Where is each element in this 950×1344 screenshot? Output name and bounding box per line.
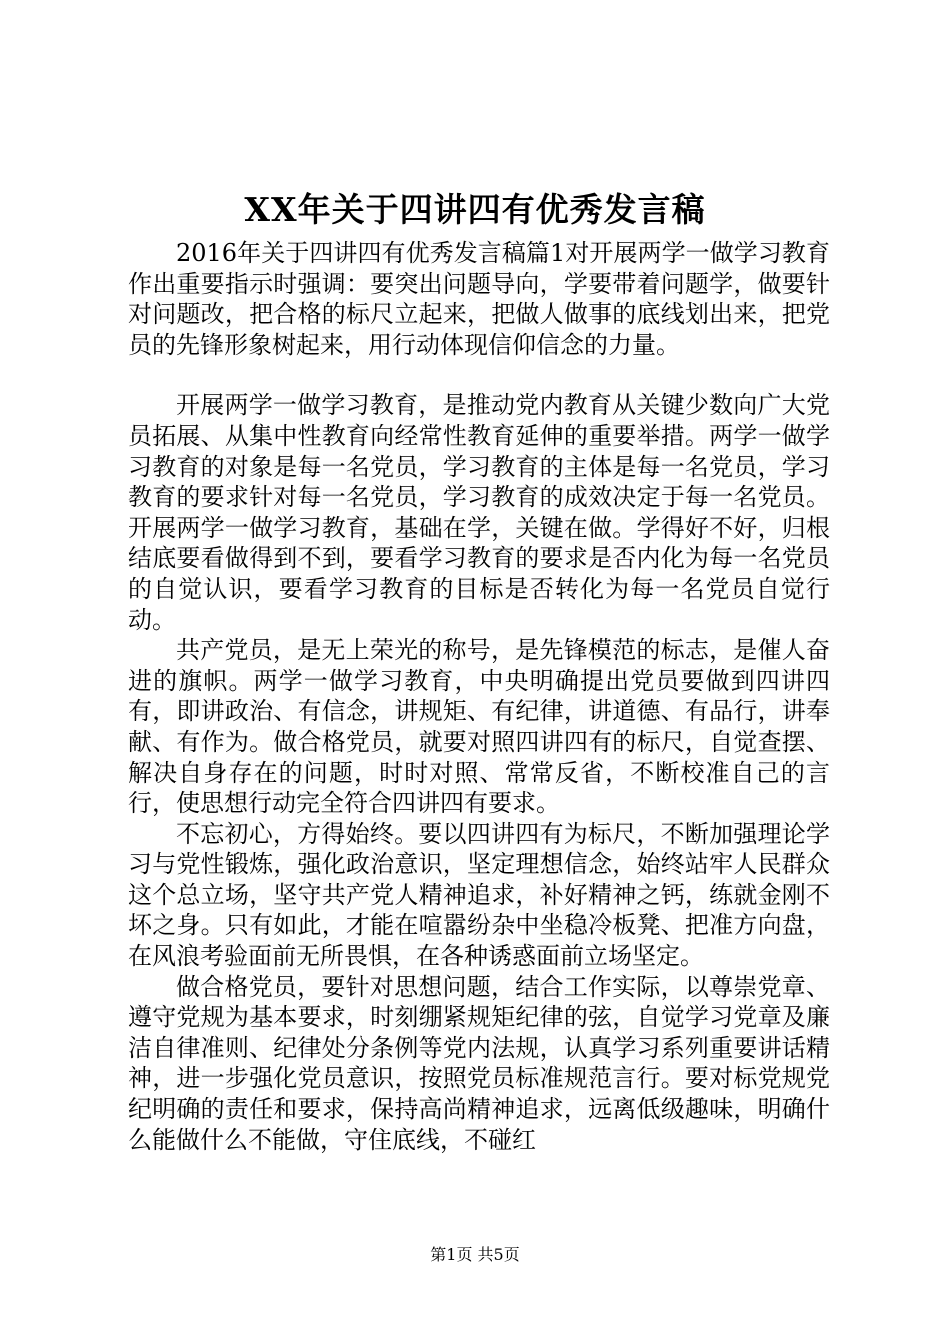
paragraph-1: 2016年关于四讲四有优秀发言稿篇1对开展两学一做学习教育作出重要指示时强调：要突出问题导向，学要带着问题学，做要针对问题改，把合格的标尺立起来，把做人做事的底线划出来，把党员的先锋形象树起来，用行动体现信仰信念的力量。	[128, 239, 830, 359]
paragraph-3: 共产党员，是无上荣光的称号，是先锋模范的标志，是催人奋进的旗帜。两学一做学习教育，中央明确提出党员要做到四讲四有，即讲政治、有信念，讲规矩、有纪律，讲道德、有品行，讲奉献、有作为。做合格党员，就要对照四讲四有的标尺，自觉查摆、解决自身存在的问题，时时对照、常常反省，不断校准自己的言行，使思想行动完全符合四讲四有要求。	[128, 636, 830, 818]
document-body	[128, 238, 830, 1155]
document-title: XX年关于四讲四有优秀发言稿	[244, 190, 706, 229]
paragraph-4: 不忘初心，方得始终。要以四讲四有为标尺，不断加强理论学习与党性锻炼，强化政治意识，坚定理想信念，始终站牢人民群众这个总立场，坚守共产党人精神追求，补好精神之钙，练就金刚不坏之身。只有如此，才能在喧嚣纷杂中坐稳冷板凳、把准方向盘，在风浪考验面前无所畏惧，在各种诱惑面前立场坚定。	[128, 819, 830, 971]
page-footer: 第1页 共5页	[430, 1245, 520, 1264]
paragraph-5: 做合格党员，要针对思想问题，结合工作实际，以尊崇党章、遵守党规为基本要求，时刻绷紧规矩纪律的弦，自觉学习党章及廉洁自律准则、纪律处分条例等党内法规，认真学习系列重要讲话精神，进一步强化党员意识，按照党员标准规范言行。要对标党规党纪明确的责任和要求，保持高尚精神追求，远离低级趣味，明确什么能做什么不能做，守住底线，不碰红	[128, 972, 830, 1154]
paragraph-2: 开展两学一做学习教育，是推动党内教育从关键少数向广大党员拓展、从集中性教育向经常性教育延伸的重要举措。两学一做学习教育的对象是每一名党员，学习教育的主体是每一名党员，学习教育的要求针对每一名党员，学习教育的成效决定于每一名党员。开展两学一做学习教育，基础在学，关键在做。学得好不好，归根结底要看做得到不到，要看学习教育的要求是否内化为每一名党员的自觉认识，要看学习教育的目标是否转化为每一名党员自觉行动。	[128, 391, 830, 634]
